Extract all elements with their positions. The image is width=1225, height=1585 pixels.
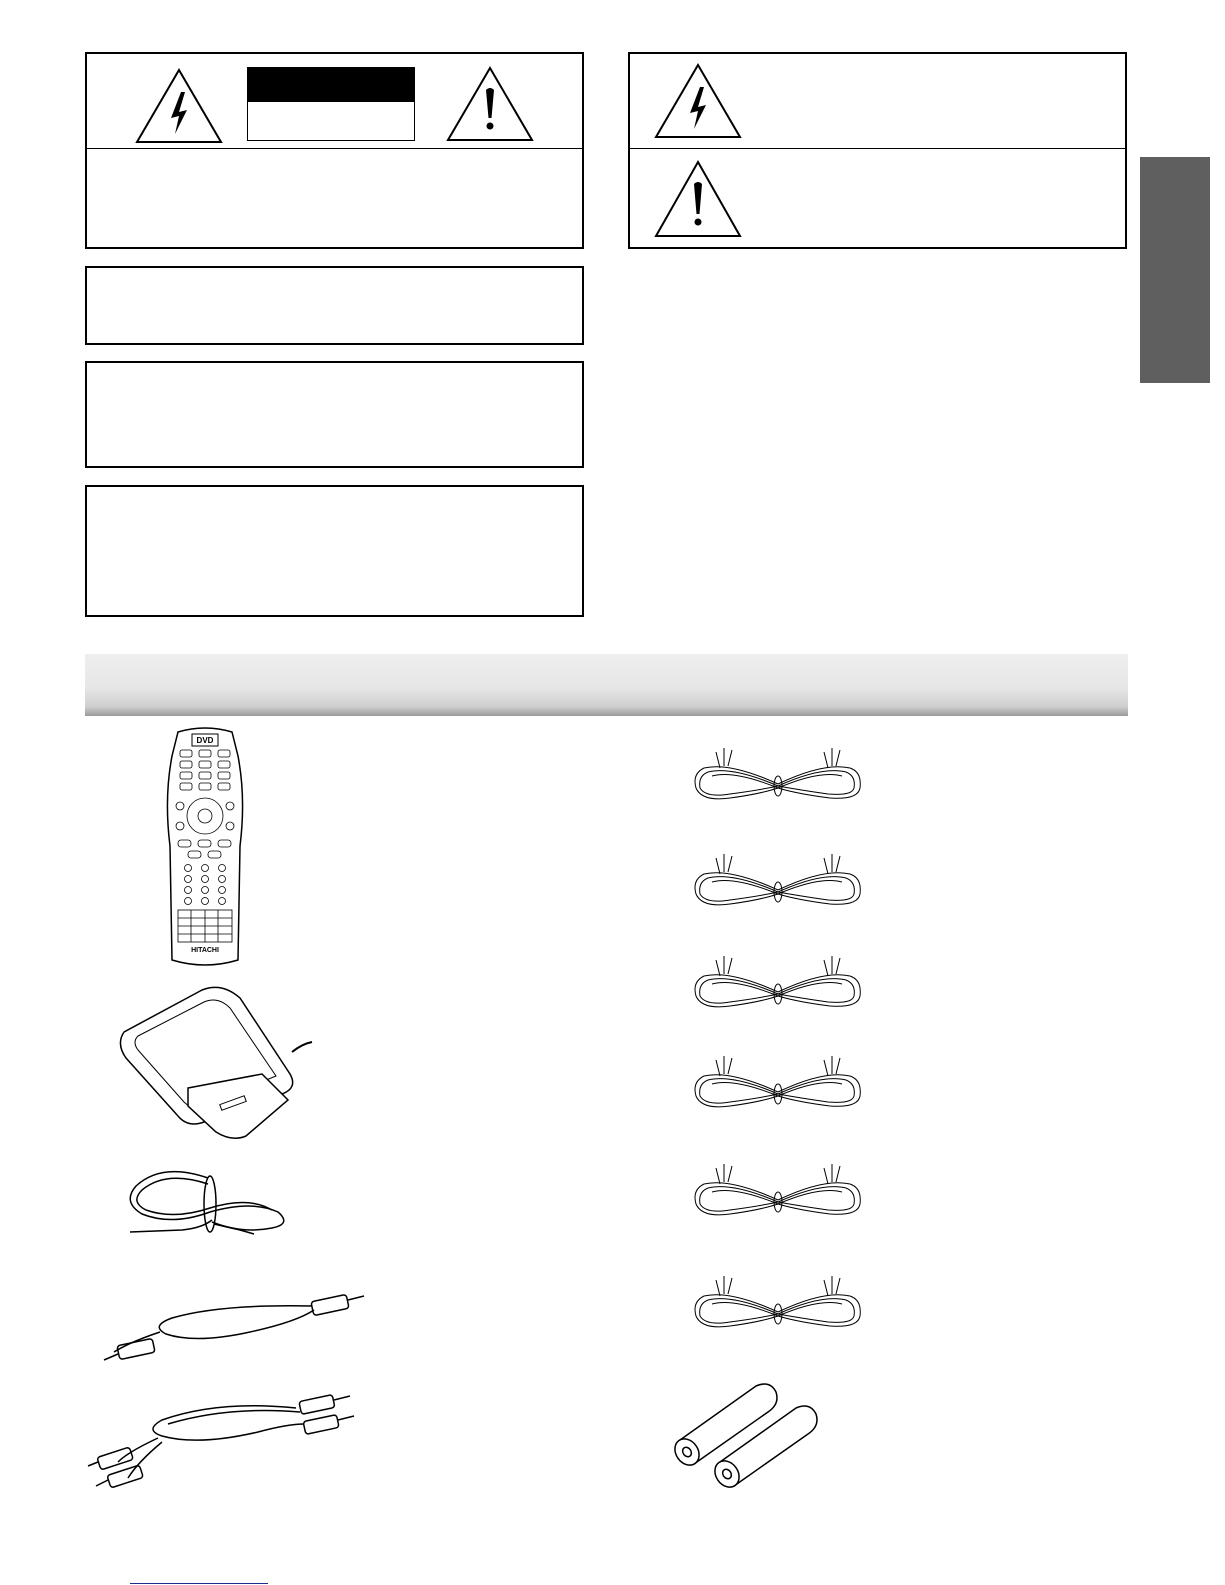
speaker-cable-1-illustration [690,744,866,806]
fm-antenna-illustration [122,1164,292,1238]
chapter-side-tab [1140,157,1210,383]
accessories-section-bar [85,654,1128,716]
notice-box-1 [85,266,584,345]
exclamation-warning-icon [446,66,534,142]
speaker-cable-5-illustration [690,1160,866,1222]
symbol-box-divider [630,148,1125,149]
lightning-symbol-icon [654,63,742,139]
footer-link-underline [130,1583,268,1584]
video-cable-illustration [100,1292,370,1364]
speaker-cable-2-illustration [690,850,866,912]
remote-brand-label: HITACHI [191,947,219,954]
notice-box-2-text [87,363,582,387]
speaker-cable-4-illustration [690,1052,866,1114]
audio-cable-illustration [88,1396,364,1492]
lightning-warning-icon [135,68,223,144]
remote-control-illustration [160,728,250,970]
caution-label-header [248,68,414,102]
am-loop-antenna-illustration [112,982,312,1142]
notice-box-1-text [87,268,582,292]
remote-dvd-label: DVD [196,736,214,745]
notice-box-3-text [87,487,582,511]
caution-label [247,67,415,141]
exclamation-symbol-icon [654,160,742,238]
batteries-illustration [672,1380,822,1490]
notice-box-3 [85,485,584,617]
notice-box-2 [85,361,584,468]
speaker-cable-3-illustration [690,952,866,1014]
caution-box-divider [87,148,582,149]
speaker-cable-6-illustration [690,1272,866,1334]
